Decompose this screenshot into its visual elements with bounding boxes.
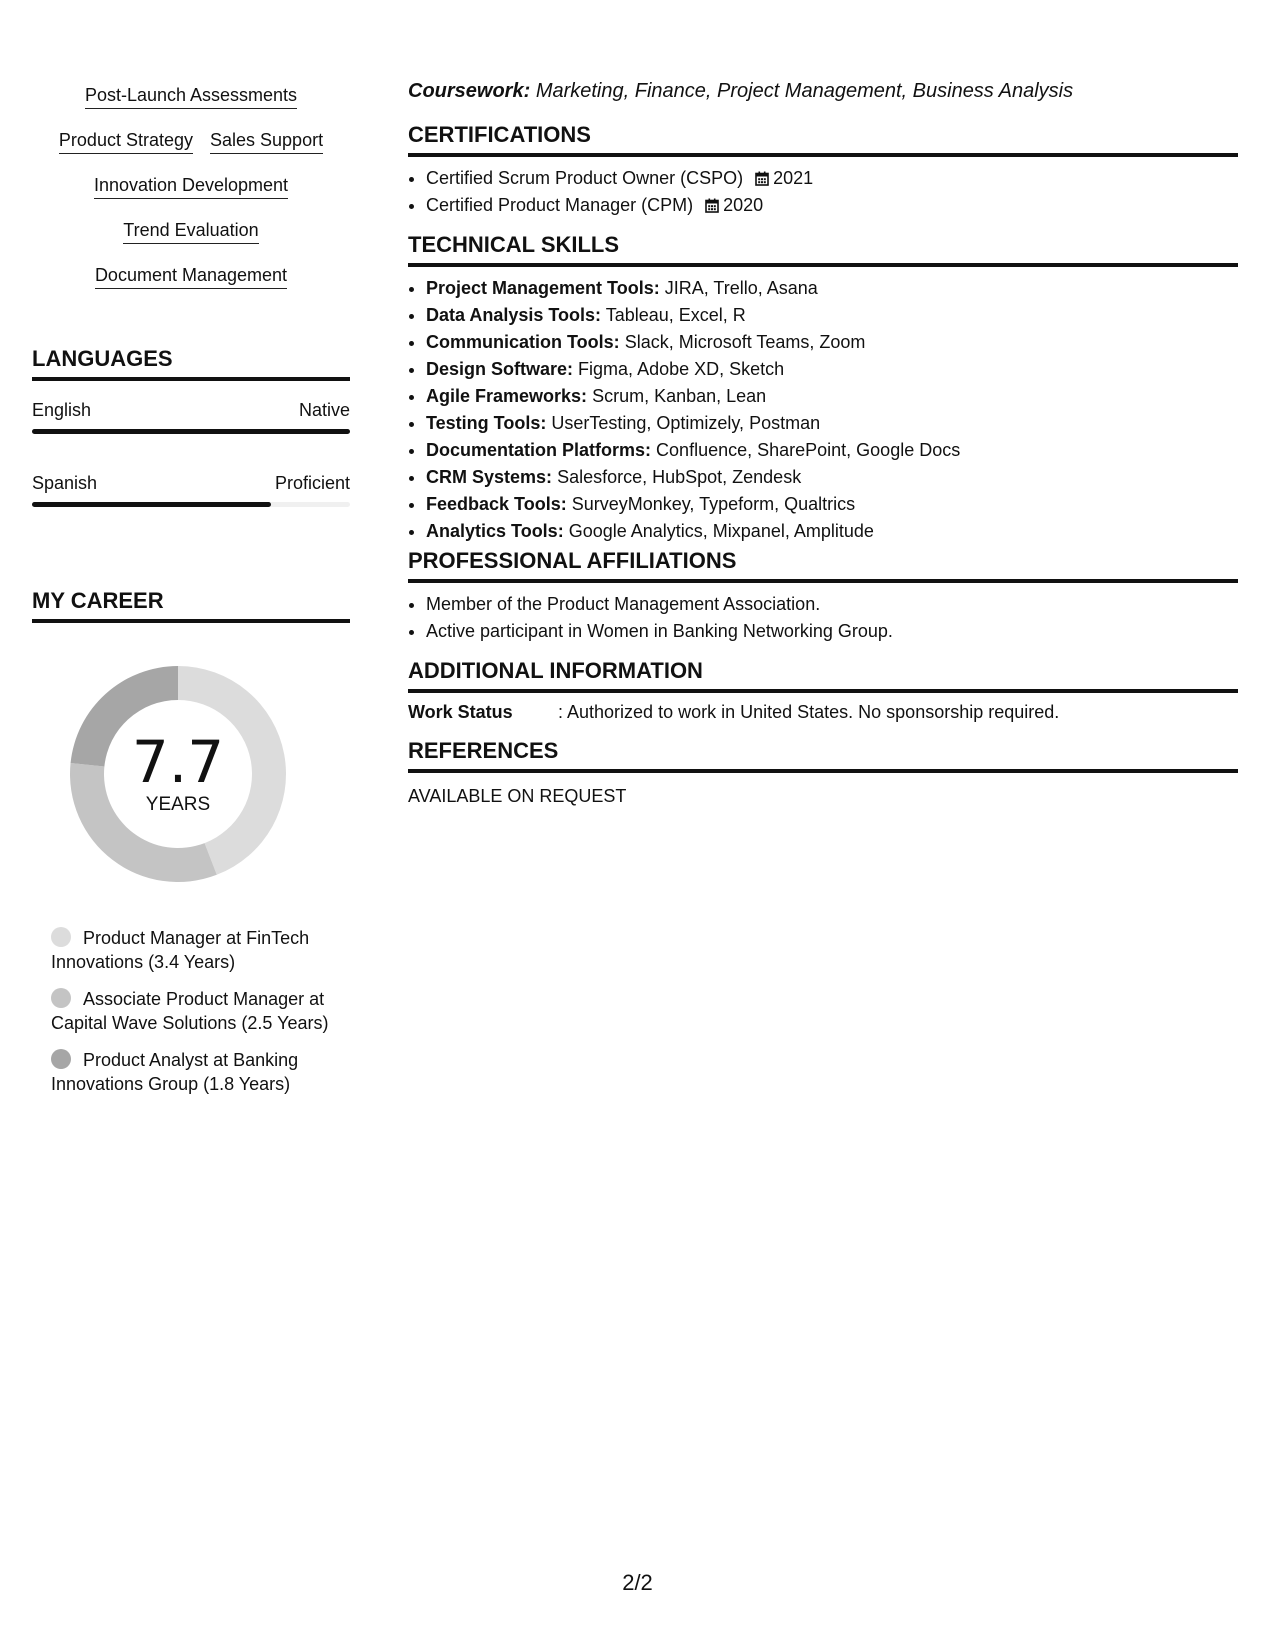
skill-item	[426, 302, 1238, 329]
affiliation-item: • Member of the Product Management Association.	[426, 591, 1238, 618]
skill-label: CRM Systems:	[426, 467, 553, 487]
skill-tag: Document Management	[95, 264, 287, 289]
skill-label: Communication Tools:	[426, 332, 620, 352]
legend-item	[51, 1048, 331, 1096]
donut-center	[66, 662, 290, 886]
legend-label: Product Manager at FinTech Innovations (3.4 Years)	[51, 928, 310, 972]
certifications-section	[408, 122, 1238, 219]
skill-value: UserTesting, Optimizely, Postman	[551, 413, 821, 433]
skill-value: SurveyMonkey, Typeform, Qualtrics	[571, 494, 856, 514]
skill-item	[426, 275, 1238, 302]
language-bar	[32, 502, 350, 507]
work-status-label: Work Status	[408, 702, 513, 722]
skill-value: Salesforce, HubSpot, Zendesk	[557, 467, 802, 487]
certification-name: Certified Scrum Product Owner (CSPO)	[426, 168, 744, 188]
language-bar-fill	[32, 429, 350, 434]
career-section	[32, 588, 350, 1094]
legend-item	[51, 987, 331, 1035]
language-item	[32, 399, 350, 434]
legend-dot-icon	[51, 1049, 71, 1069]
skill-item	[426, 356, 1238, 383]
skill-label: Project Management Tools:	[426, 278, 660, 298]
legend-label: Product Analyst at Banking Innovations Group (1.8 Years)	[51, 1050, 299, 1094]
skill-item	[426, 410, 1238, 437]
coursework-value: Marketing, Finance, Project Management, Business Analysis	[535, 80, 1074, 102]
skill-tag: Innovation Development	[94, 174, 288, 199]
references-value: AVAILABLE ON REQUEST	[408, 786, 627, 806]
legend-dot-icon	[51, 988, 71, 1008]
language-level: Proficient	[274, 473, 350, 493]
language-bar-fill	[32, 502, 271, 507]
skill-value: Google Analytics, Mixpanel, Amplitude	[568, 521, 874, 541]
calendar-icon	[705, 198, 719, 213]
certifications-title: CERTIFICATIONS	[408, 122, 1238, 157]
certification-year: 2020	[723, 195, 764, 215]
calendar-icon	[755, 171, 769, 186]
certification-item	[426, 165, 1238, 192]
skill-item	[426, 383, 1238, 410]
career-legend	[51, 926, 331, 1109]
work-status-value: : Authorized to work in United States. No sponsorship required.	[558, 702, 1060, 722]
additional-info-section	[408, 658, 1238, 723]
affiliation-item: • Active participant in Women in Banking Networking Group.	[426, 618, 1238, 645]
language-bar	[32, 429, 350, 434]
years-label: YEARS	[145, 794, 211, 815]
technical-skills-title: TECHNICAL SKILLS	[408, 232, 1238, 267]
total-years: 7.7	[131, 728, 225, 796]
legend-dot-icon	[51, 927, 71, 947]
skill-label: Analytics Tools:	[426, 521, 564, 541]
tag-row	[32, 84, 350, 129]
coursework-line	[408, 78, 1073, 104]
affiliations-title: PROFESSIONAL AFFILIATIONS	[408, 548, 1238, 583]
career-title: MY CAREER	[32, 588, 350, 623]
skill-tag: Product Strategy	[59, 129, 193, 154]
skill-label: Testing Tools:	[426, 413, 547, 433]
career-donut-chart	[66, 662, 290, 886]
legend-label: Associate Product Manager at Capital Wave Solutions (2.5 Years)	[51, 989, 329, 1033]
skill-tag: Trend Evaluation	[123, 219, 258, 244]
skill-tag: Sales Support	[210, 129, 323, 154]
tag-row	[32, 219, 350, 264]
languages-title: LANGUAGES	[32, 346, 350, 381]
skill-value: Tableau, Excel, R	[605, 305, 746, 325]
language-item	[32, 472, 350, 507]
tag-row	[32, 174, 350, 219]
language-level: Native	[298, 400, 350, 420]
tag-row	[32, 129, 350, 174]
certification-name: Certified Product Manager (CPM)	[426, 195, 694, 215]
skill-label: Feedback Tools:	[426, 494, 567, 514]
skill-item	[426, 464, 1238, 491]
skill-value: Figma, Adobe XD, Sketch	[578, 359, 785, 379]
page-number: 2/2	[622, 1570, 653, 1595]
language-name: English	[32, 400, 92, 420]
certification-year: 2021	[773, 168, 814, 188]
affiliations-section	[408, 548, 1238, 645]
languages-section	[32, 346, 350, 507]
legend-item	[51, 926, 331, 974]
skill-label: Data Analysis Tools:	[426, 305, 602, 325]
certification-item	[426, 192, 1238, 219]
work-status-row	[408, 701, 1238, 723]
skill-item	[426, 518, 1238, 545]
skill-item	[426, 491, 1238, 518]
references-title: REFERENCES	[408, 738, 1238, 773]
skill-label: Documentation Platforms:	[426, 440, 652, 460]
language-name: Spanish	[32, 473, 98, 493]
technical-skills-section	[408, 232, 1238, 545]
skill-label: Agile Frameworks:	[426, 386, 588, 406]
references-section	[408, 738, 1238, 807]
skill-tag: Post-Launch Assessments	[85, 84, 297, 109]
skills-tags	[32, 84, 350, 309]
skill-item	[426, 437, 1238, 464]
additional-info-title: ADDITIONAL INFORMATION	[408, 658, 1238, 693]
skill-value: Confluence, SharePoint, Google Docs	[656, 440, 961, 460]
coursework-label: Coursework:	[408, 80, 531, 102]
skill-value: JIRA, Trello, Asana	[664, 278, 818, 298]
tag-row	[32, 264, 350, 309]
skill-item	[426, 329, 1238, 356]
skill-value: Slack, Microsoft Teams, Zoom	[624, 332, 866, 352]
skill-label: Design Software:	[426, 359, 574, 379]
skill-value: Scrum, Kanban, Lean	[592, 386, 767, 406]
